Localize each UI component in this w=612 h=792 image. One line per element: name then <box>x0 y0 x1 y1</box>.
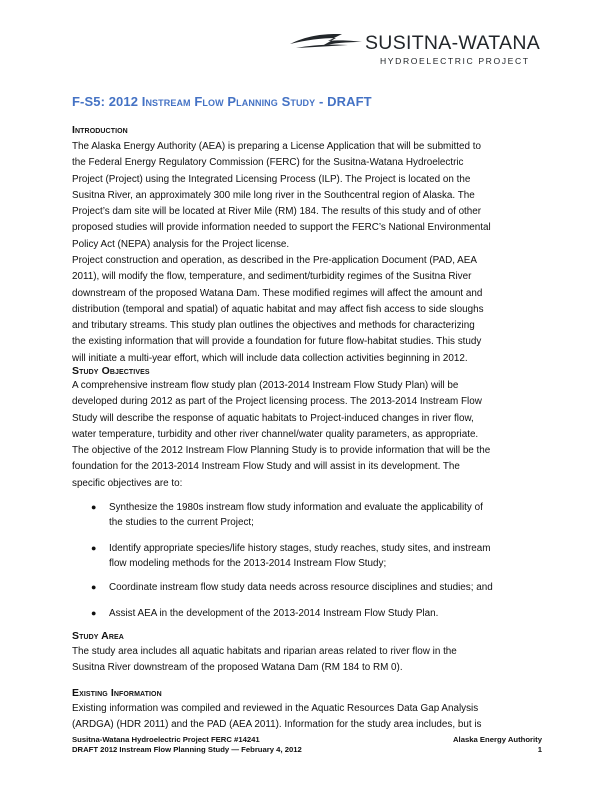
text-line: flow modeling methods for the 2013-2014 Instream Flow Study; <box>109 558 387 569</box>
heading-introduction: Introduction <box>72 124 128 136</box>
text-line: Assist AEA in the development of the 2013-2014 Instream Flow Study Plan. <box>109 608 439 619</box>
text-line: The objective of the 2012 Instream Flow Planning Study is to provide information that will be the <box>72 445 491 456</box>
text-line: the studies to the current Project; <box>109 517 254 528</box>
text-line: foundation for the 2013-2014 Instream Flow Study and will assist in its development. The <box>72 461 460 473</box>
existing-information-paragraph <box>72 701 542 734</box>
text-line: distribution (temporal and spatial) of aquatic habitat and may affect fish access to side sloughs <box>72 303 484 315</box>
text-line: proposed studies will provide information needed to support the FERC’s National Environmental <box>72 222 491 234</box>
text-line: Project (Project) using the Integrated Licensing Process (ILP). The Project is located on the <box>72 173 471 185</box>
text-line: The study area includes all aquatic habitats and riparian areas related to river flow in the <box>72 646 457 657</box>
bullet-icon: ● <box>91 608 97 618</box>
text-line: Synthesize the 1980s instream flow study information and evaluate the applicability of <box>109 502 483 513</box>
text-line: will initiate a multi-year effort, which will include data collection activities beginning in 2012. <box>72 352 468 364</box>
logo-wave-icon <box>288 28 364 54</box>
text-line: water temperature, turbidity and other river channel/water quality parameters, as appropriate. <box>72 428 479 440</box>
introduction-paragraph-1 <box>72 139 542 253</box>
bullet-icon: ● <box>91 582 97 592</box>
logo-name: SUSITNA-WATANA <box>365 32 541 54</box>
bullet-icon: ● <box>91 543 97 553</box>
text-line: specific objectives are to: <box>72 477 183 489</box>
text-line: and tributary streams. This study plan outlines the objectives and methods for characterizing <box>72 320 475 332</box>
text-line: The Alaska Energy Authority (AEA) is preparing a License Application that will be submitted to <box>72 141 481 152</box>
text-line: 2011), will modify the flow, temperature, and sediment/turbidity regimes of the Susitna River <box>72 271 472 283</box>
heading-study-objectives: Study Objectives <box>72 365 150 377</box>
text-line: A comprehensive instream flow study plan (2013-2014 Instream Flow Study Plan) will be <box>72 380 459 391</box>
text-line: Identify appropriate species/life history stages, study reaches, study sites, and instream <box>109 543 491 554</box>
text-line: Project construction and operation, as described in the Pre-application Document (PAD, AEA <box>72 255 477 266</box>
footer-document-date: DRAFT 2012 Instream Flow Planning Study — February 4, 2012 <box>72 745 302 754</box>
footer-organization: Alaska Energy Authority <box>453 735 542 744</box>
page-number: 1 <box>537 745 542 754</box>
bullet-icon: ● <box>91 502 97 512</box>
susitna-watana-logo <box>288 24 548 74</box>
text-line: the Federal Energy Regulatory Commission (FERC) for the Susitna-Watana Hydroelectric <box>72 157 464 169</box>
document-title: F-S5: 2012 Instream Flow Planning Study - DRAFT <box>72 94 372 109</box>
text-line: developed during 2012 as part of the Project licensing process. The 2013-2014 Instream Flow <box>72 396 482 408</box>
heading-existing-information: Existing Information <box>72 687 162 699</box>
text-line: Project’s dam site will be located at River Mile (RM) 184. The results of this study and of other <box>72 206 482 218</box>
study-area-paragraph <box>72 644 542 677</box>
text-line: downstream of the proposed Watana Dam. These modified regimes will affect the amount and <box>72 287 483 299</box>
objectives-paragraph-1 <box>72 378 542 443</box>
text-line: Susitna River downstream of the proposed Watana Dam (RM 184 to RM 0). <box>72 662 403 674</box>
heading-study-area: Study Area <box>72 630 124 642</box>
text-line: Coordinate instream flow study data needs across resource disciplines and studies; and <box>109 582 493 593</box>
text-line: (ARDGA) (HDR 2011) and the PAD (AEA 2011). Information for the study area includes, but is <box>72 719 482 731</box>
text-line: Susitna River, an approximately 300 mile long river in the Southcentral region of Alaska. The <box>72 189 475 201</box>
text-line: the existing information that will provide a foundation for future flow-habitat studies. This study <box>72 336 482 348</box>
text-line: Study will describe the response of aquatic habitats to Project-induced changes in river flow, <box>72 412 474 424</box>
page-footer <box>72 735 542 755</box>
text-line: Existing information was compiled and reviewed in the Aquatic Resources Data Gap Analysis <box>72 703 479 714</box>
footer-project: Susitna-Watana Hydroelectric Project FERC #14241 <box>72 735 260 744</box>
objectives-paragraph-2 <box>72 443 542 492</box>
introduction-paragraph-2 <box>72 253 542 367</box>
text-line: Policy Act (NEPA) analysis for the Project license. <box>72 238 290 250</box>
logo-subtitle: HYDROELECTRIC PROJECT <box>380 56 530 66</box>
